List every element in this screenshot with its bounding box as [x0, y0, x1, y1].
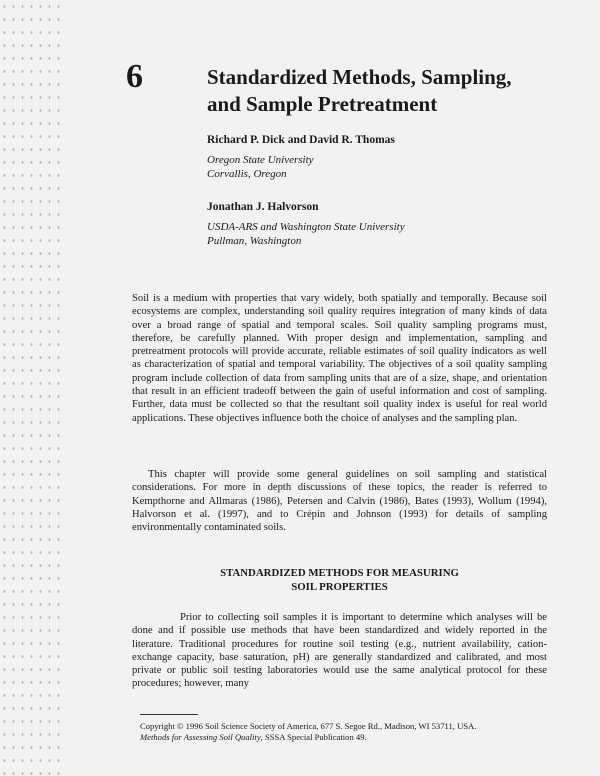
secondary-affiliation-location: Pullman, Washington [207, 235, 302, 247]
publication-info: , SSSA Special Publication 49. [260, 732, 367, 742]
chapter-title-line-2: and Sample Pretreatment [207, 92, 438, 116]
copyright-line: Copyright © 1996 Soil Science Society of America, 677 S. Segoe Rd., Madison, WI 53711, USA. [140, 721, 477, 731]
secondary-affiliation [207, 220, 405, 248]
copyright-footer [140, 721, 550, 743]
secondary-affiliation-institution: USDA-ARS and Washington State University [207, 221, 405, 233]
primary-affiliation [207, 153, 314, 181]
series-title: Methods for Assessing Soil Quality [140, 732, 261, 742]
scan-edge-speckle [0, 0, 62, 776]
section-heading [132, 566, 547, 594]
section-heading-line-2: SOIL PROPERTIES [291, 581, 388, 593]
primary-authors: Richard P. Dick and David R. Thomas [207, 134, 395, 146]
intro-paragraph: Soil is a medium with properties that vary widely, both spatially and temporally. Because soil ecosystems are complex, understanding soil quality requires integration of many kinds of data over a broad range of spatial and temporal scales. Soil quality sampling programs must, therefore, be carefully planned. With proper design and implementation, sampling and pretreatment protocols will provide accurate, reliable estimates of soil quality indicators as well as characterization of spatial and temporal variability. The objectives of a soil quality sampling program include collection of data from sampling units that are of a size, shape, and orientation that result in an efficient tradeoff between the gain of useful information and cost of sampling. Further, data must be collected so that the resultant soil quality index is useful for real world applications. These objectives influence both the choice of analyses and the sampling plan. [132, 293, 547, 424]
guidelines-paragraph: This chapter will provide some general guidelines on soil sampling and statistical considerations. For more in depth discussions of these topics, the reader is referred to Kempthorne and Allmaras (1986), Petersen and Calvin (1986), Bates (1993), Wollum (1994), Halvorson et al. (1997), and to Crépin and Johnson (1993) for details of sampling environmentally contaminated soils. [132, 469, 547, 534]
chapter-number: 6 [126, 58, 143, 95]
primary-affiliation-institution: Oregon State University [207, 154, 314, 166]
chapter-title-line-1: Standardized Methods, Sampling, [207, 65, 512, 89]
section-paragraph: Prior to collecting soil samples it is important to determine which analyses will be done and if possible use methods that have been standardized and widely reported in the literature. Traditional procedures for routine soil testing (e.g., nutrient availability, cation-exchange capacity, base saturation, pH) are generally standardized and calibrated, and most private or public soil testing laboratories would use the same analytical protocol for these procedures; however, many [132, 612, 547, 690]
footnote-rule [140, 714, 198, 715]
secondary-author: Jonathan J. Halvorson [207, 201, 319, 213]
chapter-title [207, 64, 567, 118]
section-heading-line-1: STANDARDIZED METHODS FOR MEASURING [220, 567, 459, 579]
primary-affiliation-location: Corvallis, Oregon [207, 168, 287, 180]
